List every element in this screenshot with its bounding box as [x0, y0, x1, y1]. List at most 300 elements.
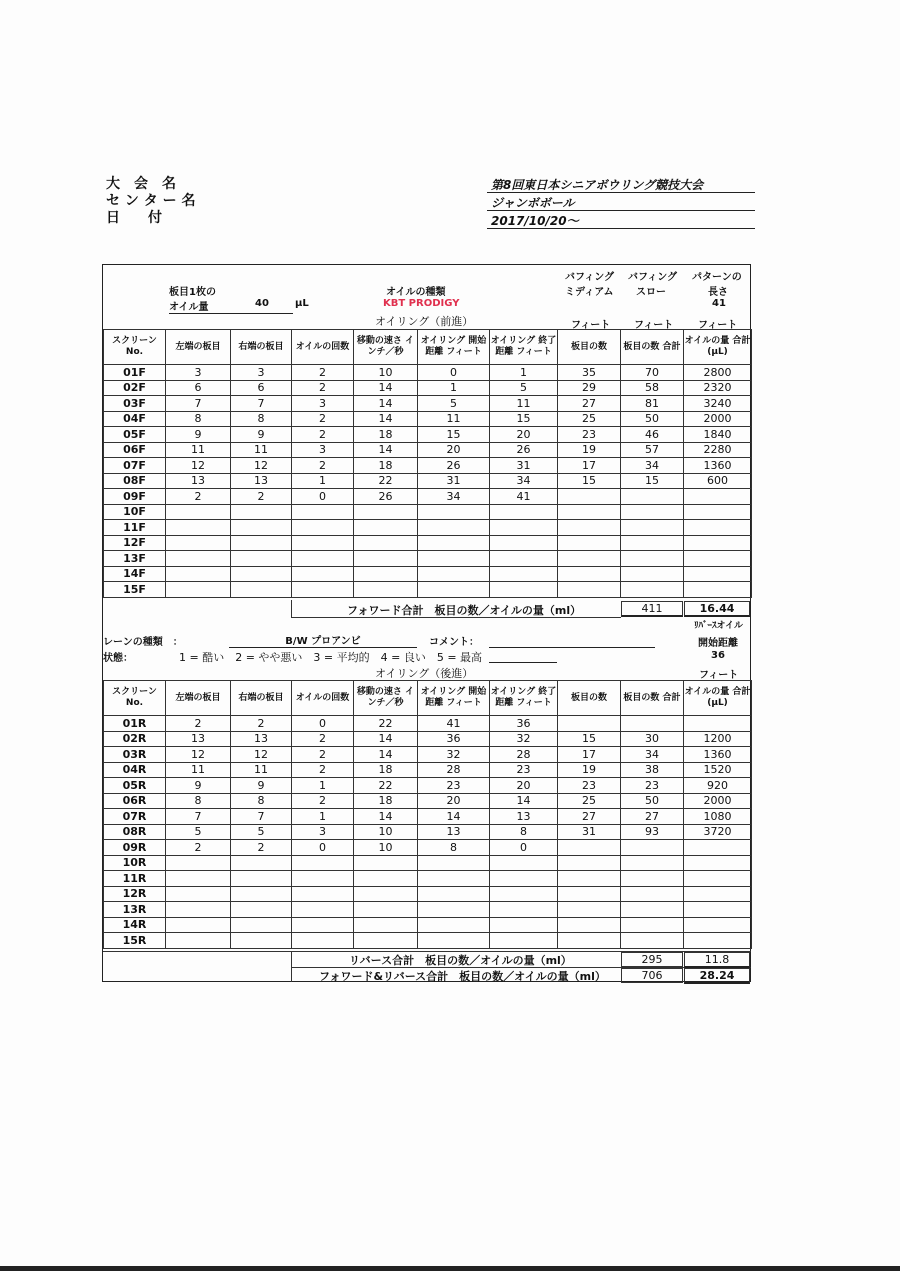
table-cell: 6: [231, 380, 292, 396]
table-cell: [231, 582, 292, 598]
table-cell: [621, 489, 684, 505]
screen-number: 08R: [104, 824, 166, 840]
table-cell: [684, 582, 752, 598]
table-cell: [418, 551, 490, 567]
table-cell: [684, 855, 752, 871]
table-cell: 15: [558, 731, 621, 747]
table-cell: 41: [418, 716, 490, 732]
table-cell: 2000: [684, 411, 752, 427]
table-cell: 36: [490, 716, 558, 732]
oil-per-board-label: 板目1枚の: [169, 287, 216, 298]
reverse-table-row: [104, 824, 752, 840]
table-cell: [558, 489, 621, 505]
table-cell: 23: [558, 427, 621, 443]
header-label-center: セ ン タ ー 名: [106, 193, 196, 209]
oil-per-board-label-2: オイル量: [169, 298, 293, 314]
table-cell: 20: [490, 778, 558, 794]
table-cell: 18: [354, 793, 418, 809]
screen-number: 05R: [104, 778, 166, 794]
table-cell: 2: [292, 731, 354, 747]
table-cell: [558, 551, 621, 567]
table-cell: 13: [231, 473, 292, 489]
oil-type: KBT PRODIGY: [383, 298, 460, 309]
reverse-table-row: [104, 902, 752, 918]
table-cell: [292, 535, 354, 551]
grand-total-boards: 706: [621, 968, 683, 983]
table-cell: 28: [490, 747, 558, 763]
table-cell: [621, 871, 684, 887]
forward-table-row: [104, 396, 752, 412]
table-cell: 8: [490, 824, 558, 840]
table-cell: [166, 566, 231, 582]
reverse-table-row: [104, 731, 752, 747]
table-cell: [354, 566, 418, 582]
table-cell: 22: [354, 473, 418, 489]
screen-number: 01F: [104, 365, 166, 381]
table-cell: 14: [354, 809, 418, 825]
table-cell: 35: [558, 365, 621, 381]
pattern-length-label: パターンの: [692, 272, 742, 283]
table-cell: [490, 504, 558, 520]
screen-number: 07F: [104, 458, 166, 474]
table-cell: [166, 917, 231, 933]
table-cell: 11: [490, 396, 558, 412]
forward-table-row: [104, 489, 752, 505]
table-cell: 25: [558, 411, 621, 427]
column-header: 板目の数: [558, 681, 621, 716]
table-cell: [558, 840, 621, 856]
column-header: 板目の数 合計: [621, 330, 684, 365]
table-cell: 8: [231, 411, 292, 427]
table-cell: 1360: [684, 458, 752, 474]
forward-table-row: [104, 535, 752, 551]
table-cell: [490, 566, 558, 582]
table-cell: 1: [292, 778, 354, 794]
screen-number: 10R: [104, 855, 166, 871]
totals-left-cell: [103, 951, 292, 982]
table-cell: 0: [292, 716, 354, 732]
oil-per-board-value: 40: [255, 298, 269, 309]
table-cell: 0: [418, 365, 490, 381]
table-cell: 3240: [684, 396, 752, 412]
table-cell: [166, 551, 231, 567]
forward-table-row: [104, 504, 752, 520]
table-cell: [558, 566, 621, 582]
screen-number: 13R: [104, 902, 166, 918]
table-cell: [684, 840, 752, 856]
table-cell: 5: [490, 380, 558, 396]
screen-number: 03F: [104, 396, 166, 412]
table-cell: [292, 933, 354, 949]
reverse-oil-start-value: 36: [711, 650, 725, 661]
table-cell: [418, 902, 490, 918]
table-cell: [231, 871, 292, 887]
table-cell: 14: [354, 396, 418, 412]
table-cell: [354, 535, 418, 551]
table-cell: 14: [490, 793, 558, 809]
table-cell: [490, 855, 558, 871]
table-cell: [292, 917, 354, 933]
table-cell: 5: [418, 396, 490, 412]
table-cell: 18: [354, 762, 418, 778]
table-cell: [166, 933, 231, 949]
table-cell: 8: [231, 793, 292, 809]
table-cell: 18: [354, 458, 418, 474]
table-cell: 8: [166, 411, 231, 427]
forward-table-row: [104, 380, 752, 396]
screen-number: 11R: [104, 871, 166, 887]
table-cell: [684, 551, 752, 567]
column-header: スクリーンNo.: [104, 681, 166, 716]
table-cell: 2: [292, 747, 354, 763]
oil-unit: μL: [295, 298, 309, 309]
feet-label: フィート: [698, 320, 738, 331]
table-cell: 57: [621, 442, 684, 458]
table-cell: 28: [418, 762, 490, 778]
pattern-length-value: 41: [712, 298, 726, 309]
table-cell: 11: [231, 442, 292, 458]
table-cell: 3: [292, 824, 354, 840]
screen-number: 13F: [104, 551, 166, 567]
table-cell: 36: [418, 731, 490, 747]
buffing-slow-label: バフィング: [628, 272, 677, 283]
table-cell: 50: [621, 793, 684, 809]
table-cell: [292, 886, 354, 902]
column-header: 板目の数: [558, 330, 621, 365]
table-cell: 12: [231, 458, 292, 474]
table-cell: [166, 582, 231, 598]
table-cell: 38: [621, 762, 684, 778]
forward-table-row: [104, 442, 752, 458]
screen-number: 15R: [104, 933, 166, 949]
comment-line: [489, 647, 655, 648]
table-cell: [558, 535, 621, 551]
lane-type: B/W プロアンビ: [229, 632, 417, 648]
table-cell: 13: [166, 473, 231, 489]
table-cell: 23: [490, 762, 558, 778]
table-cell: 34: [490, 473, 558, 489]
screen-number: 03R: [104, 747, 166, 763]
reverse-total-label: リバース合計 板目の数／オイルの量（ml）: [349, 954, 572, 967]
table-cell: 93: [621, 824, 684, 840]
table-cell: 18: [354, 427, 418, 443]
table-cell: 26: [418, 458, 490, 474]
forward-table-row: [104, 458, 752, 474]
table-cell: 20: [418, 442, 490, 458]
table-cell: 15: [418, 427, 490, 443]
table-cell: 1: [490, 365, 558, 381]
reverse-table-row: [104, 886, 752, 902]
table-cell: 31: [418, 473, 490, 489]
table-cell: [558, 933, 621, 949]
comment-label: コメント：: [429, 637, 479, 648]
table-cell: [231, 902, 292, 918]
table-cell: 1: [292, 473, 354, 489]
table-cell: 5: [166, 824, 231, 840]
feet-label: フィート: [634, 320, 674, 331]
reverse-table-row: [104, 871, 752, 887]
scan-edge: [0, 1266, 900, 1271]
table-cell: 14: [354, 411, 418, 427]
table-cell: [684, 902, 752, 918]
table-cell: 14: [354, 731, 418, 747]
table-cell: [166, 886, 231, 902]
table-cell: [418, 886, 490, 902]
screen-number: 12F: [104, 535, 166, 551]
table-cell: [621, 716, 684, 732]
table-cell: 7: [231, 396, 292, 412]
table-cell: 14: [354, 747, 418, 763]
table-cell: 9: [231, 778, 292, 794]
table-cell: 12: [166, 458, 231, 474]
table-cell: 11: [166, 762, 231, 778]
reverse-total-oil: 11.8: [684, 952, 750, 968]
table-cell: [558, 902, 621, 918]
reverse-table-row: [104, 762, 752, 778]
table-cell: [354, 504, 418, 520]
table-cell: [684, 886, 752, 902]
column-header: オイリング 開始距離 フィート: [418, 681, 490, 716]
table-cell: 13: [490, 809, 558, 825]
table-header-row: [104, 681, 752, 716]
table-cell: 23: [558, 778, 621, 794]
forward-oiling-label: オイリング（前進）: [375, 315, 474, 328]
table-cell: [231, 855, 292, 871]
table-cell: [231, 535, 292, 551]
screen-number: 05F: [104, 427, 166, 443]
table-cell: 1360: [684, 747, 752, 763]
reverse-table-row: [104, 855, 752, 871]
table-cell: [231, 886, 292, 902]
table-cell: 15: [558, 473, 621, 489]
column-header: 左端の板目: [166, 681, 231, 716]
table-cell: 2000: [684, 793, 752, 809]
table-cell: 31: [490, 458, 558, 474]
column-header: オイルの量 合計(μL): [684, 681, 752, 716]
table-cell: [621, 840, 684, 856]
table-cell: 11: [166, 442, 231, 458]
lane-type-label: レーンの種類 ：: [103, 637, 183, 648]
table-cell: 920: [684, 778, 752, 794]
reverse-oil-feet: フィート: [699, 670, 739, 681]
table-cell: [558, 520, 621, 536]
table-cell: 12: [166, 747, 231, 763]
table-cell: 3: [292, 442, 354, 458]
screen-number: 04R: [104, 762, 166, 778]
table-cell: 13: [231, 731, 292, 747]
table-cell: 27: [558, 396, 621, 412]
table-cell: 13: [166, 731, 231, 747]
reverse-table-row: [104, 793, 752, 809]
table-cell: 5: [231, 824, 292, 840]
table-cell: 1080: [684, 809, 752, 825]
table-cell: 2: [292, 427, 354, 443]
table-cell: [621, 902, 684, 918]
screen-number: 06F: [104, 442, 166, 458]
column-header: 右端の板目: [231, 681, 292, 716]
forward-table-row: [104, 566, 752, 582]
table-cell: [684, 535, 752, 551]
reverse-table-row: [104, 809, 752, 825]
table-cell: 8: [166, 793, 231, 809]
screen-number: 10F: [104, 504, 166, 520]
table-cell: 26: [490, 442, 558, 458]
table-cell: 2: [231, 489, 292, 505]
table-cell: 0: [292, 840, 354, 856]
table-cell: [354, 933, 418, 949]
table-cell: [166, 535, 231, 551]
table-cell: 17: [558, 458, 621, 474]
table-cell: [354, 855, 418, 871]
table-cell: [354, 582, 418, 598]
oil-pattern-sheet: [102, 264, 751, 982]
reverse-oiling-table: [103, 680, 752, 949]
table-cell: [166, 504, 231, 520]
table-cell: 14: [354, 442, 418, 458]
table-cell: [418, 566, 490, 582]
table-cell: 41: [490, 489, 558, 505]
table-cell: [684, 871, 752, 887]
table-cell: 3: [231, 365, 292, 381]
column-header: 板目の数 合計: [621, 681, 684, 716]
table-cell: 11: [231, 762, 292, 778]
table-cell: 7: [166, 396, 231, 412]
table-cell: 34: [418, 489, 490, 505]
table-cell: 2: [231, 716, 292, 732]
table-cell: [354, 871, 418, 887]
table-cell: [490, 535, 558, 551]
table-cell: [621, 582, 684, 598]
pattern-length-label-2: 長さ: [708, 287, 728, 298]
buffing-medium-label: バフィング: [565, 272, 614, 283]
center-name: ジャンボボール: [487, 194, 755, 211]
screen-number: 04F: [104, 411, 166, 427]
table-cell: 2: [292, 762, 354, 778]
table-cell: [558, 886, 621, 902]
table-cell: [490, 902, 558, 918]
forward-oiling-table: [103, 329, 752, 598]
column-header: オイルの回数: [292, 681, 354, 716]
table-cell: 2: [166, 840, 231, 856]
column-header: オイリング 終了距離 フィート: [490, 681, 558, 716]
table-cell: 14: [354, 380, 418, 396]
table-cell: [292, 504, 354, 520]
condition-scale: 1 = 酷い 2 = やや悪い 3 = 平均的 4 = 良い 5 = 最高: [179, 651, 483, 664]
table-cell: 30: [621, 731, 684, 747]
table-cell: 2: [292, 793, 354, 809]
reverse-table-row: [104, 778, 752, 794]
reverse-oil-start-label: ﾘﾊﾞｰｽオイル: [694, 621, 744, 631]
table-cell: [558, 855, 621, 871]
table-cell: [621, 855, 684, 871]
reverse-total-boards: 295: [621, 952, 683, 967]
table-cell: 7: [166, 809, 231, 825]
reverse-table-row: [104, 747, 752, 763]
table-cell: [292, 871, 354, 887]
forward-table-row: [104, 473, 752, 489]
table-cell: [558, 917, 621, 933]
table-cell: [558, 871, 621, 887]
table-cell: [490, 886, 558, 902]
forward-table-row: [104, 411, 752, 427]
table-cell: 11: [418, 411, 490, 427]
table-cell: [684, 716, 752, 732]
screen-number: 09R: [104, 840, 166, 856]
forward-total-oil: 16.44: [684, 601, 750, 617]
backward-oiling-label: オイリング（後進）: [375, 667, 474, 680]
table-cell: 3: [166, 365, 231, 381]
table-cell: 9: [231, 427, 292, 443]
screen-number: 01R: [104, 716, 166, 732]
screen-number: 02R: [104, 731, 166, 747]
table-cell: 0: [292, 489, 354, 505]
table-cell: [490, 933, 558, 949]
table-cell: [490, 551, 558, 567]
table-cell: 27: [621, 809, 684, 825]
table-cell: 10: [354, 365, 418, 381]
table-cell: [354, 886, 418, 902]
forward-total-label: フォワード合計 板目の数／オイルの量（ml）: [347, 604, 582, 617]
table-cell: [166, 520, 231, 536]
table-cell: 31: [558, 824, 621, 840]
table-cell: [684, 917, 752, 933]
forward-table-row: [104, 427, 752, 443]
table-cell: [621, 917, 684, 933]
table-cell: [621, 933, 684, 949]
buffing-medium-label-2: ミディアム: [565, 287, 614, 298]
table-cell: 13: [418, 824, 490, 840]
table-cell: [490, 871, 558, 887]
condition-label: 状態：: [103, 653, 133, 664]
table-cell: 22: [354, 778, 418, 794]
table-cell: 81: [621, 396, 684, 412]
table-cell: 9: [166, 778, 231, 794]
table-cell: [558, 716, 621, 732]
table-cell: [684, 566, 752, 582]
table-cell: [684, 933, 752, 949]
table-cell: [418, 582, 490, 598]
table-cell: [621, 566, 684, 582]
tournament-name: 第8回東日本シニアボウリング競技大会: [487, 176, 755, 193]
column-header: スクリーンNo.: [104, 330, 166, 365]
table-cell: 1: [418, 380, 490, 396]
table-cell: 15: [621, 473, 684, 489]
table-cell: 8: [418, 840, 490, 856]
column-header: オイルの量 合計(μL): [684, 330, 752, 365]
table-cell: 27: [558, 809, 621, 825]
column-header: 右端の板目: [231, 330, 292, 365]
oil-type-label: オイルの種類: [386, 287, 446, 298]
table-header-row: [104, 330, 752, 365]
table-cell: 32: [490, 731, 558, 747]
table-cell: 15: [490, 411, 558, 427]
table-cell: [354, 917, 418, 933]
column-header: 左端の板目: [166, 330, 231, 365]
table-cell: 23: [418, 778, 490, 794]
column-header: オイリング 開始距離 フィート: [418, 330, 490, 365]
screen-number: 12R: [104, 886, 166, 902]
table-cell: 19: [558, 442, 621, 458]
table-cell: 600: [684, 473, 752, 489]
table-cell: [418, 933, 490, 949]
table-cell: 1: [292, 809, 354, 825]
table-cell: [231, 551, 292, 567]
table-cell: 19: [558, 762, 621, 778]
table-cell: 17: [558, 747, 621, 763]
table-cell: [166, 902, 231, 918]
table-cell: 29: [558, 380, 621, 396]
table-cell: 22: [354, 716, 418, 732]
